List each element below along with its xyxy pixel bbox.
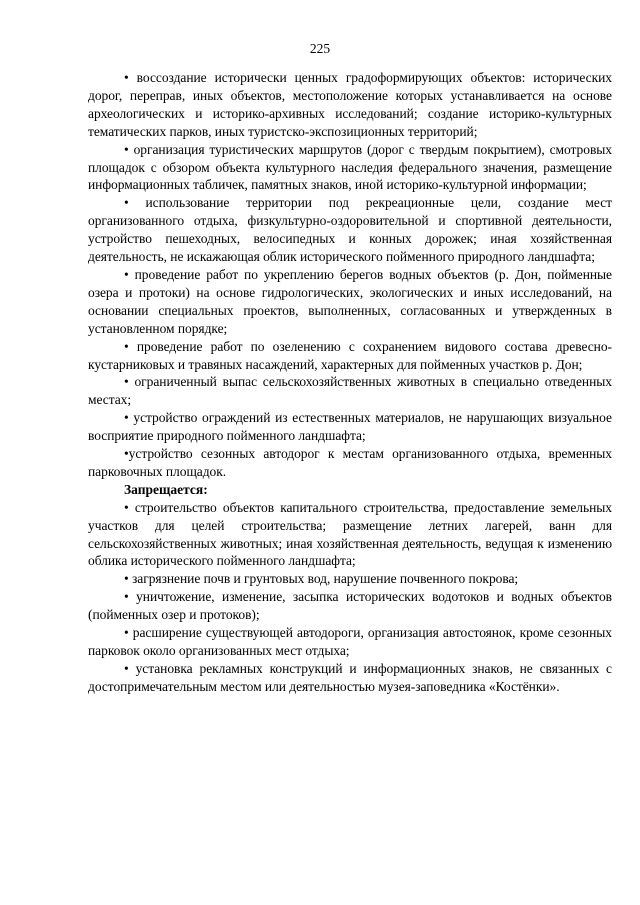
prohibited-item-road-expansion: • расширение существующей автодороги, организация автостоянок, кроме сезонных парковок около организованных мест отдыха; xyxy=(88,625,612,658)
prohibited-item-watercourses: • уничтожение, изменение, засыпка исторических водотоков и водных объектов (пойменных озер и протоков); xyxy=(88,589,612,623)
allowed-item-bank-reinforcement: • проведение работ по укреплению берегов водных объектов (р. Дон, пойменные озера и протоки) на основе гидрологических, экологических и иных исследований, на основании специальных проектов, выполненных, согласованных и утвержденных в установленном порядке; xyxy=(88,266,612,336)
allowed-item-recreation: • использование территории под рекреационные цели, создание мест организованного отдыха, физкультурно-оздоровительной и спортивной деятельности, устройство пешеходных, велосипедных и конных дорожек; иная хозяйственная деятельность, не искажающая облик исторического пойменного природного ландшафта; xyxy=(88,195,612,265)
page-number: 225 xyxy=(309,41,331,56)
allowed-item-tourist-routes: • организация туристических маршрутов (дорог с твердым покрытием), смотровых площадок с обзором объекта культурного наследия федерального значения, размещение информационных табличек, памятных знаков, иной историко-культурной информации; xyxy=(88,141,612,193)
prohibited-item-advertising: • установка рекламных конструкций и информационных знаков, не связанных с достопримечательным местом или деятельностью музея-заповедника «Костёнки». xyxy=(88,660,612,694)
allowed-item-grazing: • ограниченный выпас сельскохозяйственных животных в специально отведенных местах; xyxy=(88,374,612,408)
allowed-item-landscaping: • проведение работ по озеленению с сохранением видового состава древесно-кустарниковых и травяных насаждений, характерных для пойменных участков р. Дон; xyxy=(88,338,612,372)
allowed-item-fencing: • устройство ограждений из естественных материалов, не нарушающих визуальное восприятие природного пойменного ландшафта; xyxy=(88,410,612,444)
allowed-item-seasonal-roads: •устройство сезонных автодорог к местам организованного отдыха, временных парковочных площадок. xyxy=(88,446,612,479)
prohibited-item-construction: • строительство объектов капитального строительства, предоставление земельных участков для целей строительства; размещение летних лагерей, ванн для сельскохозяйственных животных; иная хозяйственная деятельность, ведущая к изменению облика исторического пойменного ландшафта; xyxy=(88,499,612,569)
document-body xyxy=(88,69,612,696)
prohibited-item-pollution: • загрязнение почв и грунтовых вод, нарушение почвенного покрова; xyxy=(124,571,519,587)
prohibited-heading: Запрещается: xyxy=(124,481,208,497)
allowed-item-reconstruction: • воссоздание исторически ценных градоформирующих объектов: исторических дорог, переправ, иных объектов, местоположение которых устанавливается на основе археологических и историко-архивных исследований; создание историко-культурных тематических парков, иных туристско-экспозиционных территорий; xyxy=(88,70,612,139)
